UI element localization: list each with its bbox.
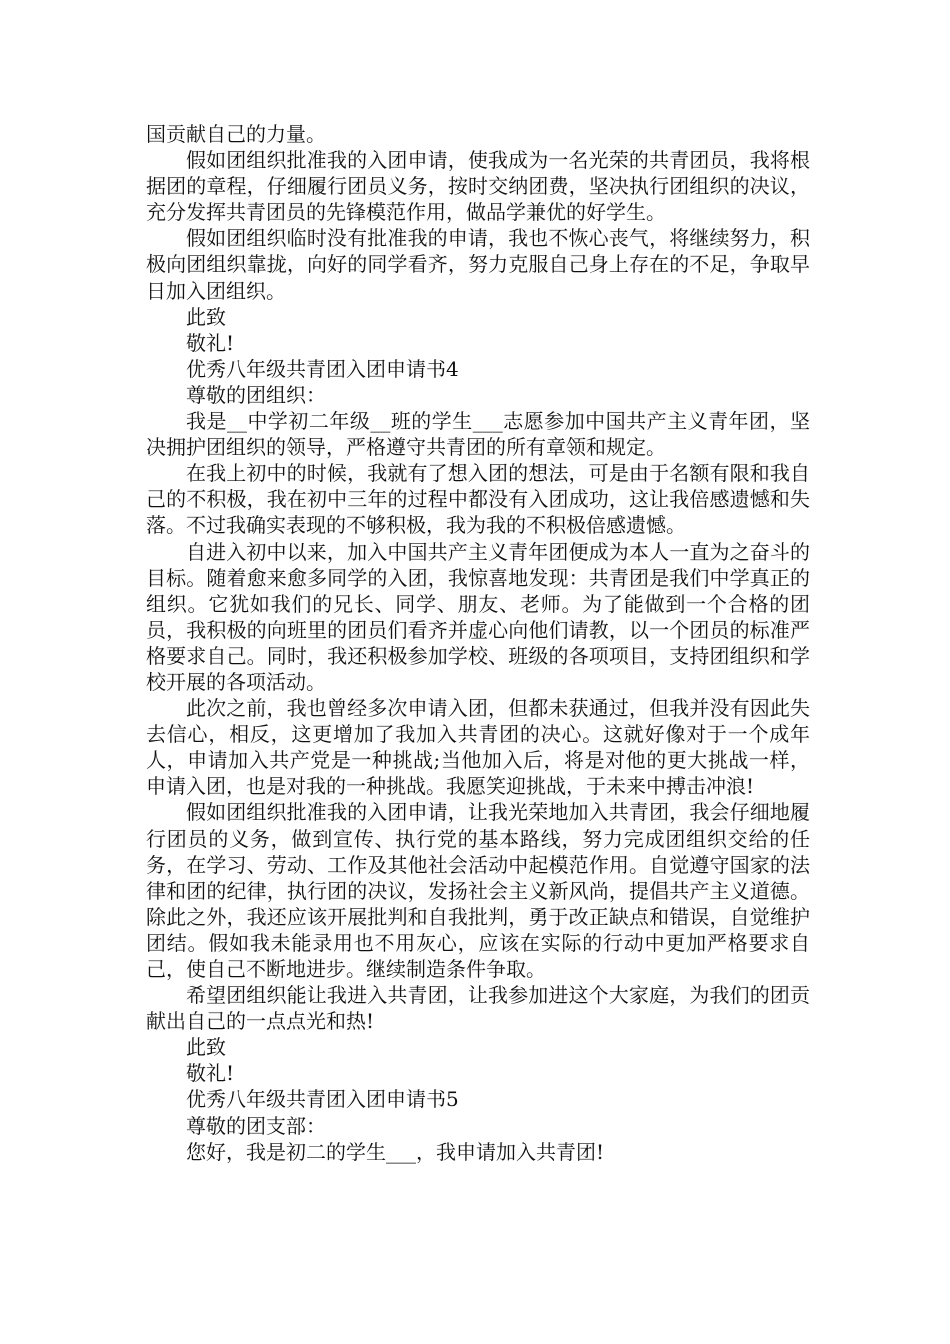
document-body bbox=[146, 121, 810, 1165]
paragraph: 国贡献自己的力量。 bbox=[146, 122, 326, 146]
paragraph: 假如团组织临时没有批准我的申请，我也不恢心丧气，将继续努力，积极向团组织靠拢，向好的同学看齐，努力克服自己身上存在的不足，争取早日加入团组织。 bbox=[146, 226, 810, 303]
greeting-line: 尊敬的团支部： bbox=[186, 1113, 326, 1138]
salutation-line: 敬礼! bbox=[186, 1061, 235, 1086]
paragraph: 假如团组织批准我的入团申请，使我成为一名光荣的共青团员，我将根据团的章程，仔细履行团员义务，按时交纳团费，坚决执行团组织的决议，充分发挥共青团员的先锋模范作用，做品学兼优的好学生。 bbox=[146, 148, 810, 225]
paragraph: 我是__中学初二年级__班的学生___志愿参加中国共产主义青年团，坚决拥护团组织的领导，严格遵守共青团的所有章领和规定。 bbox=[146, 409, 810, 460]
paragraph: 您好，我是初二的学生___，我申请加入共青团! bbox=[186, 1139, 605, 1164]
section-heading: 优秀八年级共青团入团申请书5 bbox=[186, 1087, 459, 1112]
paragraph: 假如团组织批准我的入团申请，让我光荣地加入共青团，我会仔细地履行团员的义务，做到宣传、执行党的基本路线，努力完成团组织交给的任务，在学习、劳动、工作及其他社会活动中起模范作用。自觉遵守国家的法律和团的纪律，执行团的决议，发扬社会主义新风尚，提倡共产主义道德。除此之外，我还应该开展批判和自我批判，勇于改正缺点和错误，自觉维护团结。假如我未能录用也不用灰心，应该在实际的行动中更加严格要求自己，使自己不断地进步。继续制造条件争取。 bbox=[146, 800, 810, 981]
section-heading: 优秀八年级共青团入团申请书4 bbox=[186, 356, 459, 381]
closing-line: 此致 bbox=[186, 304, 226, 329]
salutation-line: 敬礼! bbox=[186, 330, 235, 355]
paragraph: 希望团组织能让我进入共青团，让我参加进这个大家庭，为我们的团贡献出自己的一点点光和热! bbox=[146, 983, 810, 1034]
paragraph: 自进入初中以来，加入中国共产主义青年团便成为本人一直为之奋斗的目标。随着愈来愈多同学的入团，我惊喜地发现：共青团是我们中学真正的组织。它犹如我们的兄长、同学、朋友、老师。为了能做到一个合格的团员，我积极的向班里的团员们看齐并虚心向他们请教，以一个团员的标准严格要求自己。同时，我还积极参加学校、班级的各项项目，支持团组织和学校开展的各项活动。 bbox=[146, 539, 810, 694]
greeting-line: 尊敬的团组织： bbox=[186, 382, 326, 407]
paragraph: 在我上初中的时候，我就有了想入团的想法，可是由于名额有限和我自己的不积极，我在初中三年的过程中都没有入团成功，这让我倍感遗憾和失落。不过我确实表现的不够积极，我为我的不积极倍感遗憾。 bbox=[146, 461, 810, 538]
paragraph: 此次之前，我也曾经多次申请入团，但都未获通过，但我并没有因此失去信心，相反，这更增加了我加入共青团的决心。这就好像对于一个成年人，申请加入共产党是一种挑战;当他加入后，将是对他的更大挑战一样，申请入团，也是对我的一种挑战。我愿笑迎挑战，于未来中搏击冲浪! bbox=[146, 696, 810, 799]
closing-line: 此致 bbox=[186, 1035, 226, 1060]
